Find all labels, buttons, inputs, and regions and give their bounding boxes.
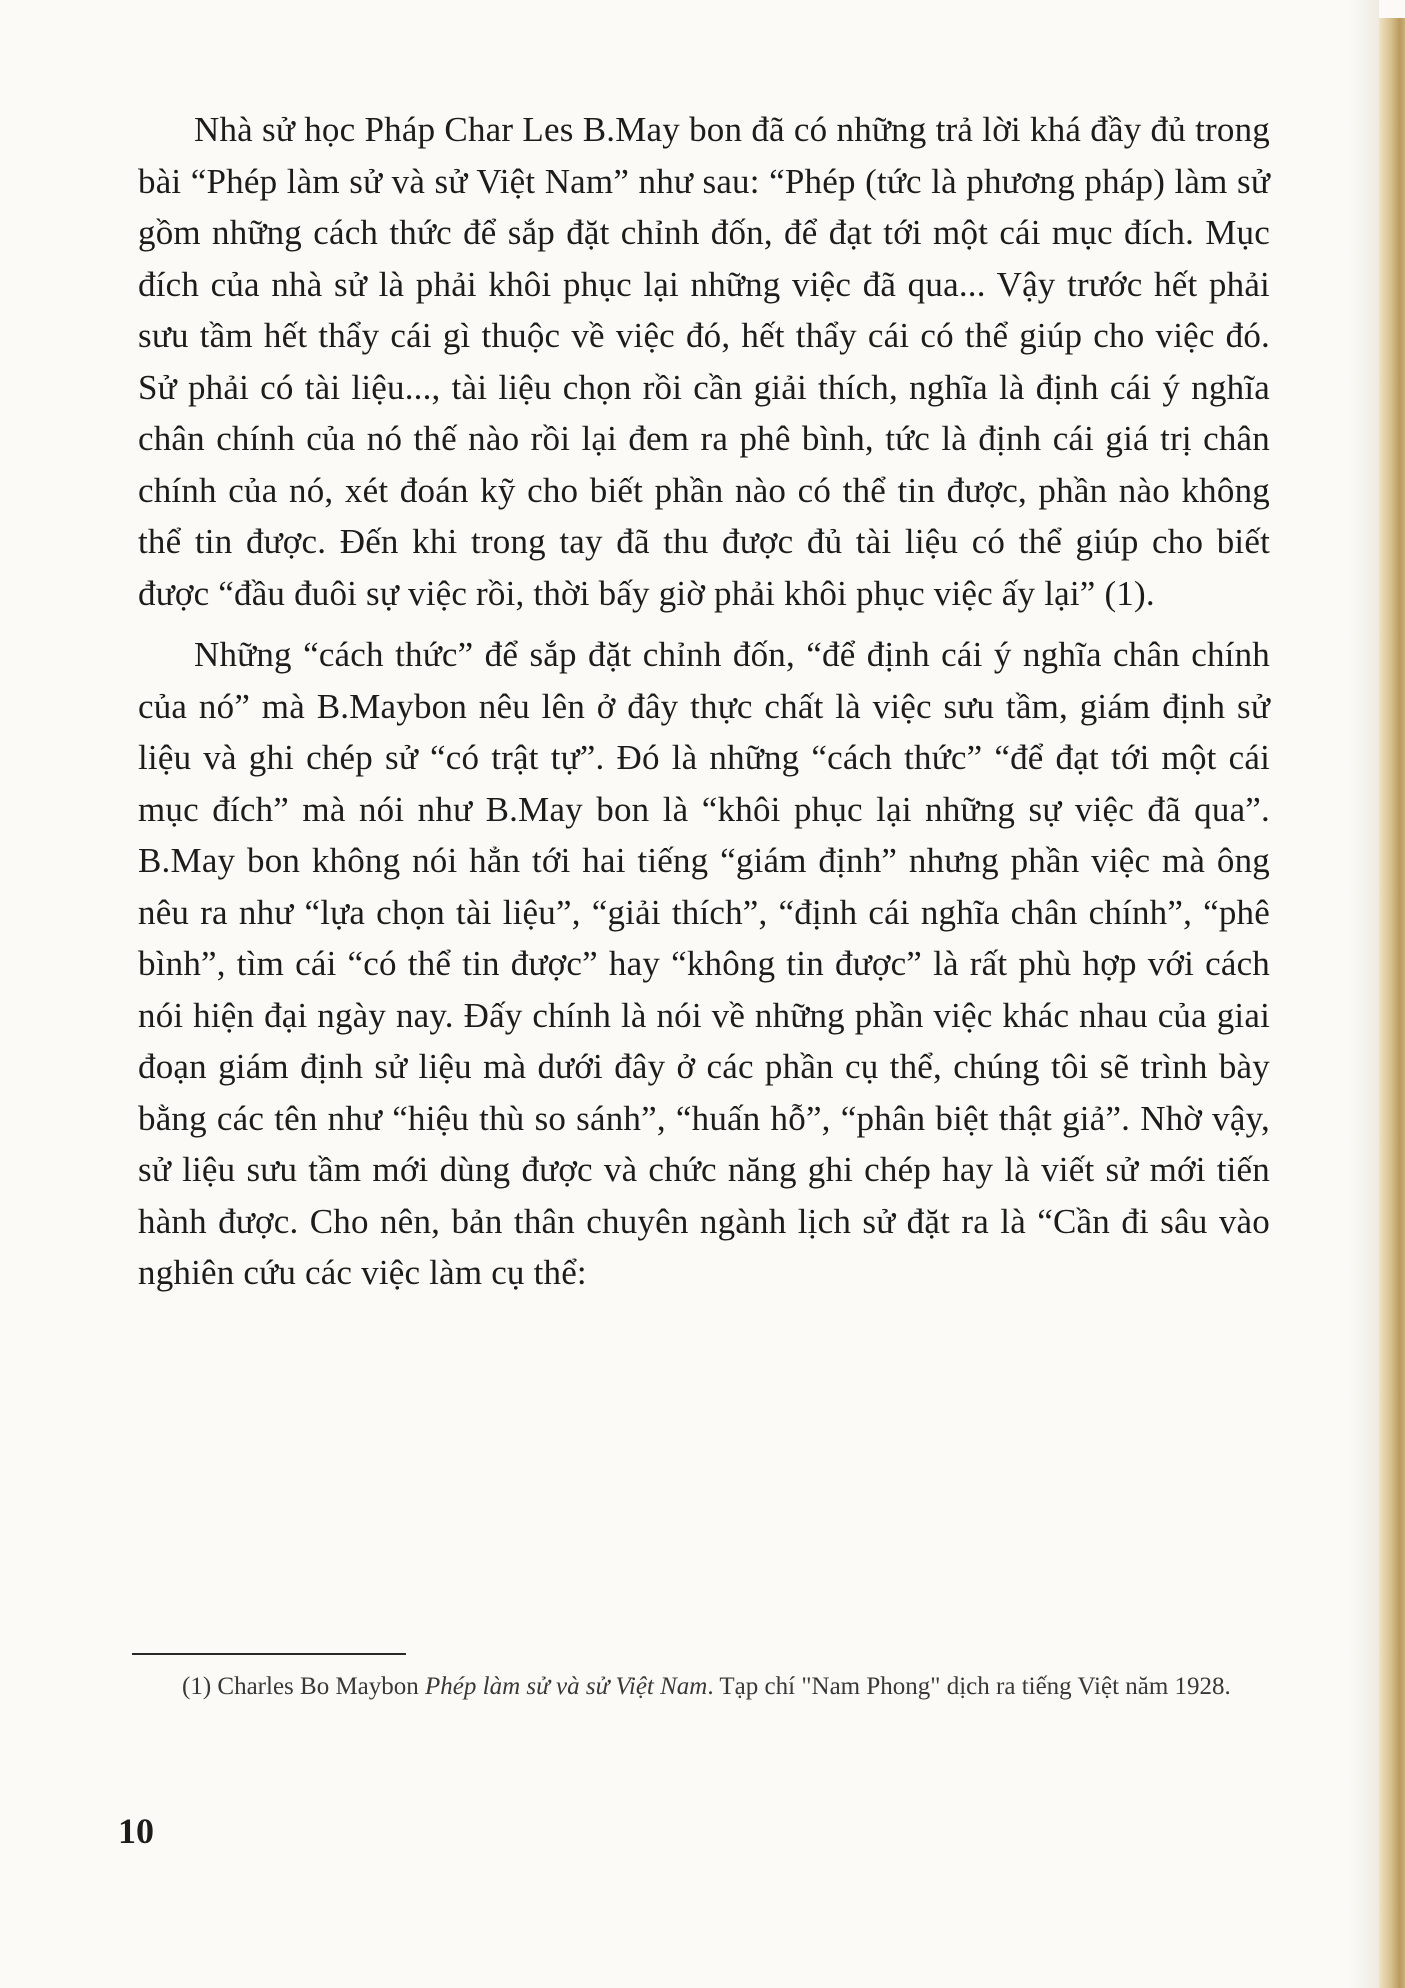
paragraph-2: Những “cách thức” để sắp đặt chỉnh đốn, “để định cái ý nghĩa chân chính của nó” mà B.Maybon nêu lên ở đây thực chất là việc sưu tầm, giám định sử liệu và ghi chép sử “có trật tự”. Đó là những “cách thức” “để đạt tới một cái mục đích” mà nói như B.May bon là “khôi phục lại những sự việc đã qua”. B.May bon không nói hẳn tới hai tiếng “giám định” nhưng phần việc mà ông nêu ra như “lựa chọn tài liệu”, “giải thích”, “định cái nghĩa chân chính”, “phê bình”, tìm cái “có thể tin được” hay “không tin được” là rất phù hợp với cách nói hiện đại ngày nay. Đấy chính là nói về những phần việc khác nhau của giai đoạn giám định sử liệu mà dưới đây ở các phần cụ thể, chúng tôi sẽ trình bày bằng các tên như “hiệu thù so sánh”, “huấn hỗ”, “phân biệt thật giả”. Nhờ vậy, sử liệu sưu tầm mới dùng được và chức năng ghi chép hay là viết sử mới tiến hành được. Cho nên, bản thân chuyên ngành lịch sử đặt ra là “Cần đi sâu vào nghiên cứu các việc làm cụ thể:	[138, 635, 1270, 1292]
paragraph-1: Nhà sử học Pháp Char Les B.May bon đã có những trả lời khá đầy đủ trong bài “Phép làm sử và sử Việt Nam” như sau: “Phép (tức là phương pháp) làm sử gồm những cách thức để sắp đặt chỉnh đốn, để đạt tới một cái mục đích. Mục đích của nhà sử là phải khôi phục lại những việc đã qua... Vậy trước hết phải sưu tầm hết thẩy cái gì thuộc về việc đó, hết thẩy cái có thể giúp cho việc đó. Sử phải có tài liệu..., tài liệu chọn rồi cần giải thích, nghĩa là định cái ý nghĩa chân chính của nó thế nào rồi lại đem ra phê bình, tức là định cái giá trị chân chính của nó, xét đoán kỹ cho biết phần nào có thể tin được, phần nào không thể tin được. Đến khi trong tay đã thu được đủ tài liệu có thể giúp cho biết được “đầu đuôi sự việc rồi, thời bấy giờ phải khôi phục việc ấy lại” (1).	[138, 110, 1270, 613]
footnote-prefix: (1) Charles Bo Maybon	[182, 1673, 426, 1700]
footnote-separator	[132, 1653, 406, 1655]
footnote-suffix: . Tạp chí "Nam Phong" dịch ra tiếng Việt năm 1928.	[707, 1673, 1231, 1700]
page-number: 10	[118, 1811, 154, 1851]
main-body-text	[138, 104, 1270, 1309]
footnote	[126, 1670, 1276, 1704]
page-gutter-shadow	[1349, 0, 1379, 1988]
footnote-cited-title: Phép làm sử và sử Việt Nam	[425, 1673, 708, 1700]
book-spine-edge	[1379, 18, 1405, 1988]
